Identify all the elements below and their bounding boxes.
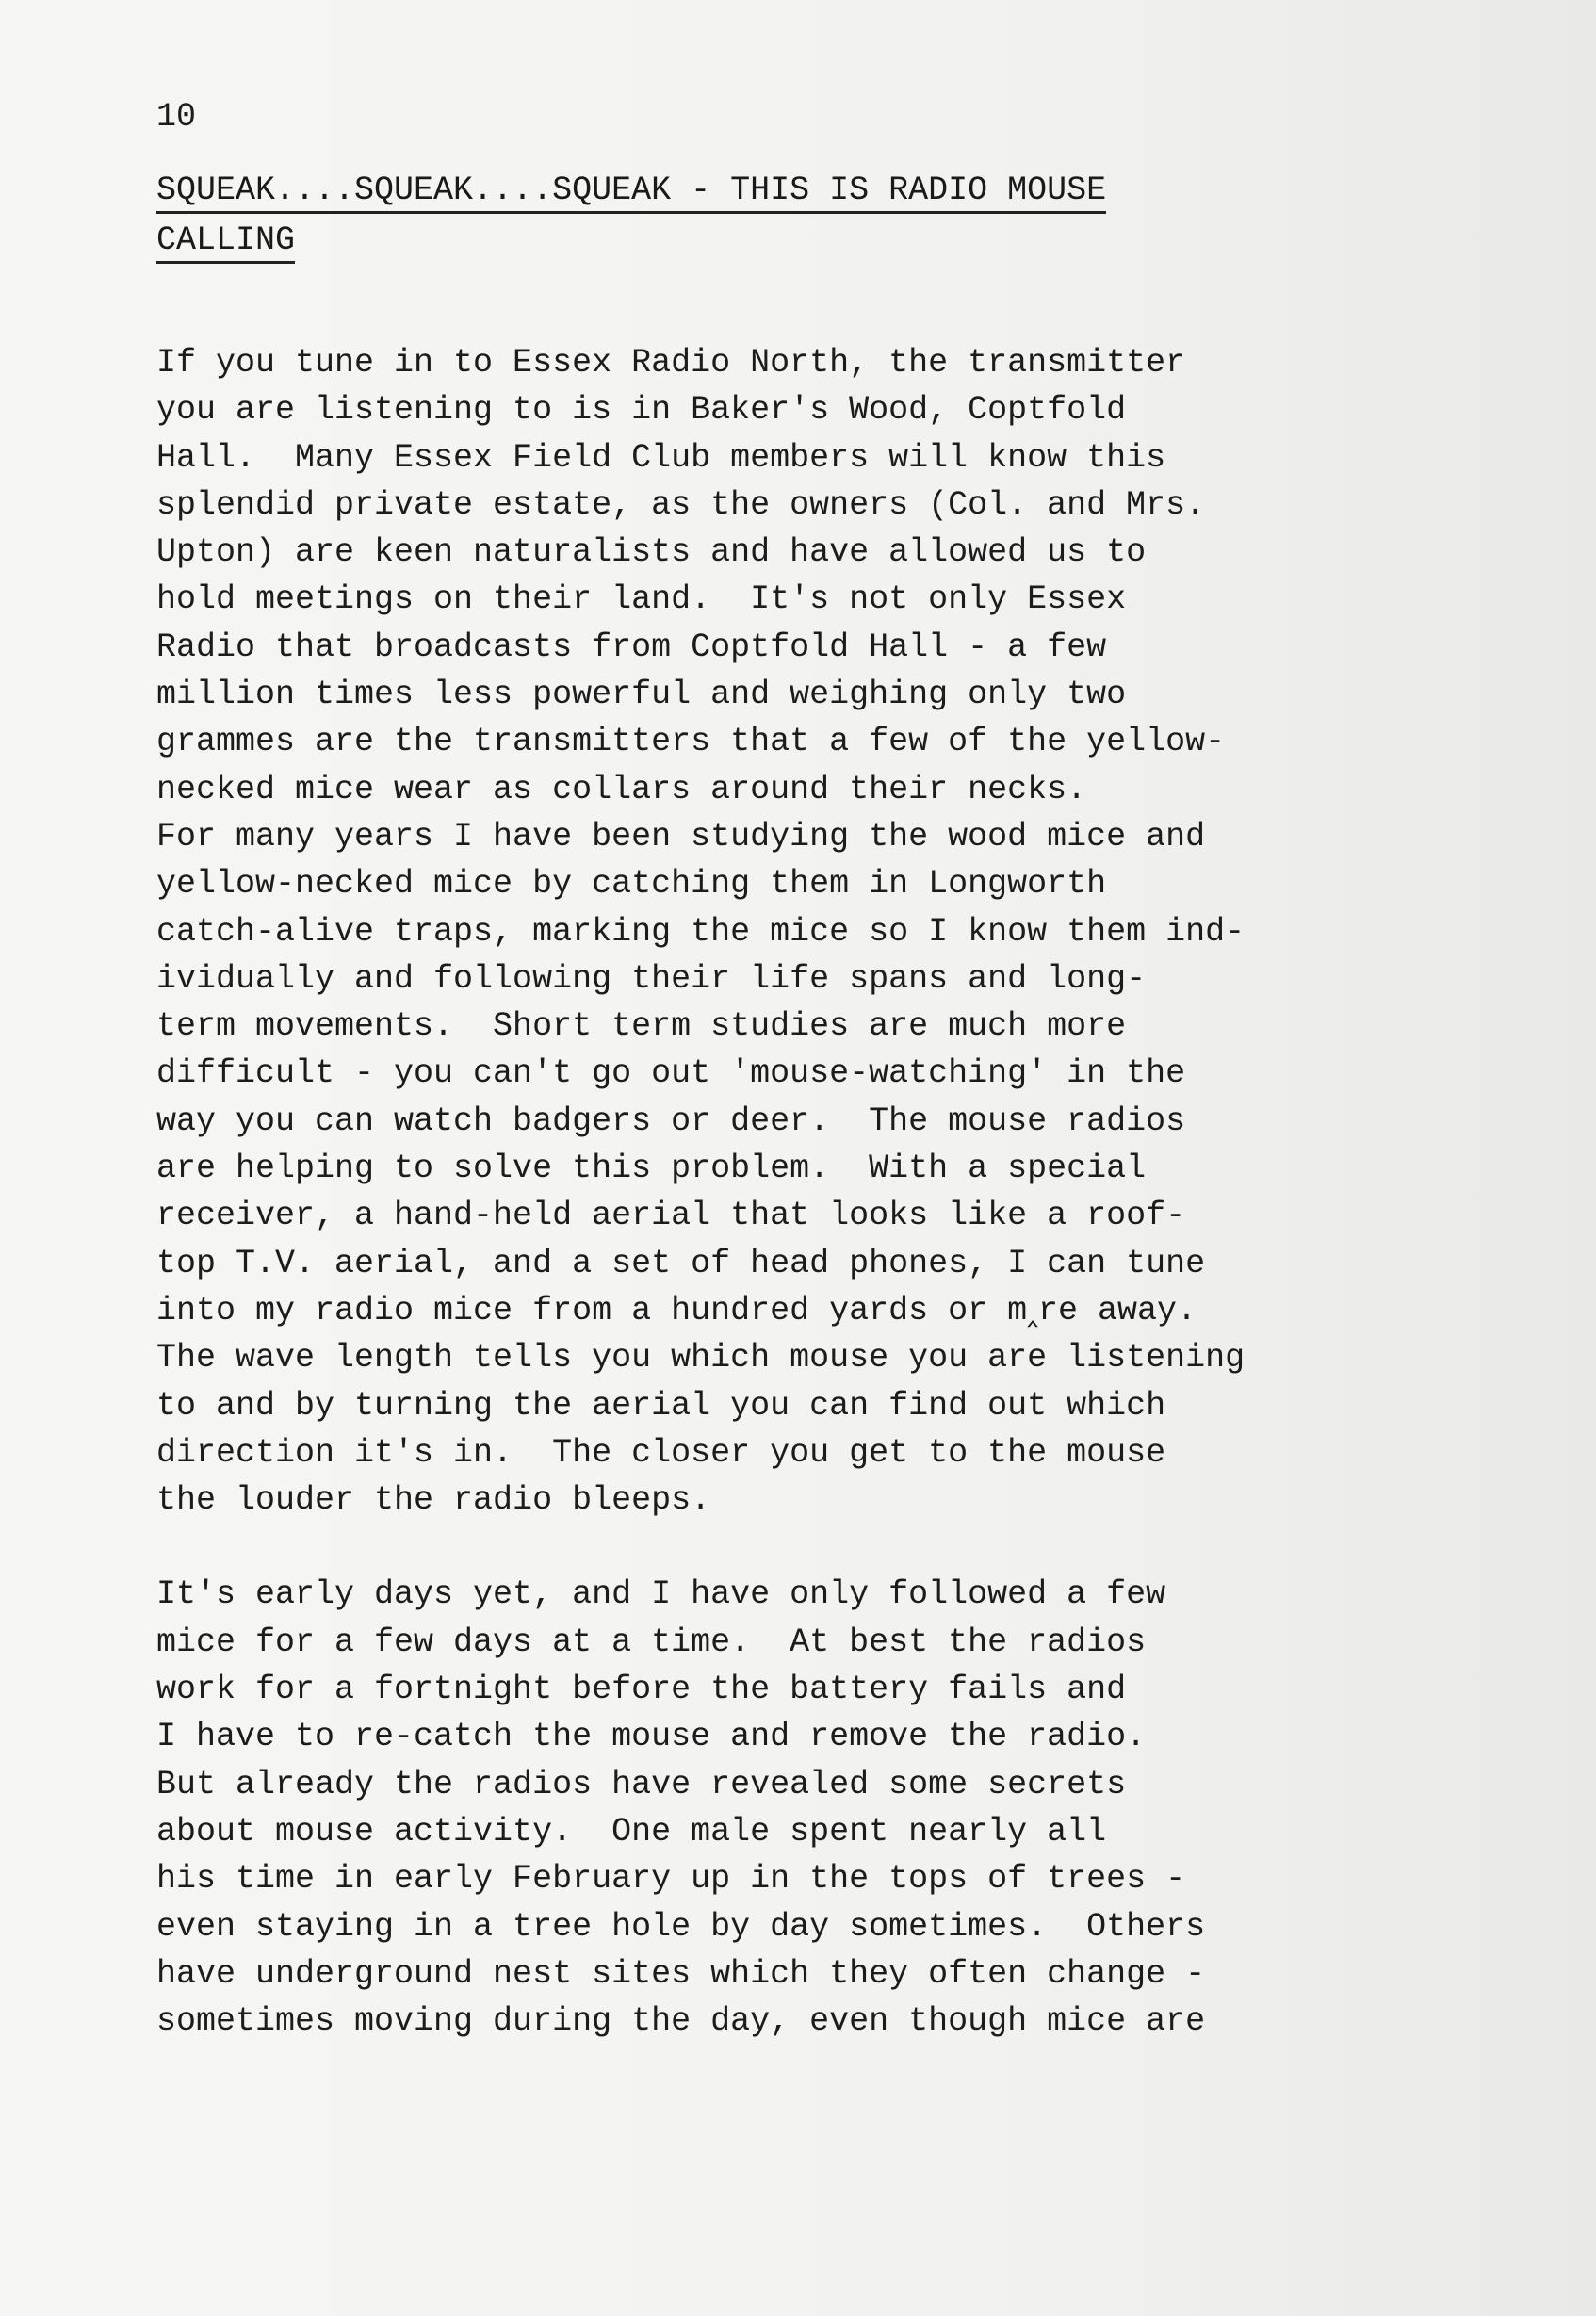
text-line: million times less powerful and weighing only two [156, 676, 1127, 714]
article-title [156, 170, 1325, 269]
text-line: grammes are the transmitters that a few of the yellow- [156, 723, 1226, 761]
text-line: receiver, a hand-held aerial that looks like a roof- [156, 1197, 1186, 1235]
article-body [156, 339, 1475, 2045]
text-line: to and by turning the aerial you can find out which [156, 1386, 1166, 1425]
text-line: It's early days yet, and I have only followed a few [156, 1575, 1166, 1614]
text-line: top T.V. aerial, and a set of head phones, I can tune [156, 1244, 1206, 1282]
text-line: mice for a few days at a time. At best the radios [156, 1623, 1147, 1661]
text-line: splendid private estate, as the owners (Col. and Mrs. [156, 485, 1206, 524]
text-line: catch-alive traps, marking the mice so I know them ind- [156, 912, 1246, 951]
text-line: term movements. Short term studies are much more [156, 1007, 1127, 1046]
text-line: difficult - you can't go out 'mouse-watching' in the [156, 1054, 1186, 1093]
article-title-line: CALLING [156, 220, 295, 264]
text-line: the louder the radio bleeps. [156, 1481, 711, 1520]
paragraph [156, 1571, 1475, 2045]
text-line: For many years I have been studying the wood mice and [156, 817, 1206, 856]
text-line: you are listening to is in Baker's Wood, Coptfold [156, 391, 1127, 430]
text-line: sometimes moving during the day, even though mice are [156, 2002, 1206, 2041]
text-line: But already the radios have revealed some secrets [156, 1765, 1127, 1803]
text-line: way you can watch badgers or deer. The mouse radios [156, 1101, 1186, 1140]
page-number: 10 [156, 98, 197, 136]
text-line: Upton) are keen naturalists and have allowed us to [156, 533, 1147, 572]
text-line: into my radio mice from a hundred yards or m‸re away. [156, 1291, 1197, 1329]
article-title-line: SQUEAK....SQUEAK....SQUEAK - THIS IS RADIO MOUSE [156, 170, 1106, 214]
text-line: Radio that broadcasts from Coptfold Hall - a few [156, 628, 1107, 666]
text-line: If you tune in to Essex Radio North, the transmitter [156, 344, 1186, 382]
text-line: are helping to solve this problem. With a special [156, 1150, 1147, 1188]
text-line: ividually and following their life spans and long- [156, 959, 1147, 998]
text-line: direction it's in. The closer you get to the mouse [156, 1433, 1166, 1472]
text-line: yellow-necked mice by catching them in Longworth [156, 865, 1107, 904]
text-line: I have to re-catch the mouse and remove the radio. [156, 1718, 1147, 1756]
text-line: necked mice wear as collars around their necks. [156, 770, 1087, 808]
text-line: about mouse activity. One male spent nearly all [156, 1812, 1107, 1851]
text-line: even staying in a tree hole by day sometimes. Others [156, 1907, 1206, 1946]
paragraph [156, 339, 1475, 1524]
text-line: Hall. Many Essex Field Club members will know this [156, 438, 1166, 477]
text-line: his time in early February up in the tops of trees - [156, 1860, 1186, 1899]
text-line: hold meetings on their land. It's not only Essex [156, 580, 1127, 619]
text-line: The wave length tells you which mouse you are listening [156, 1339, 1246, 1378]
text-line: work for a fortnight before the battery fails and [156, 1671, 1127, 1709]
text-line: have underground nest sites which they often change - [156, 1954, 1206, 1993]
